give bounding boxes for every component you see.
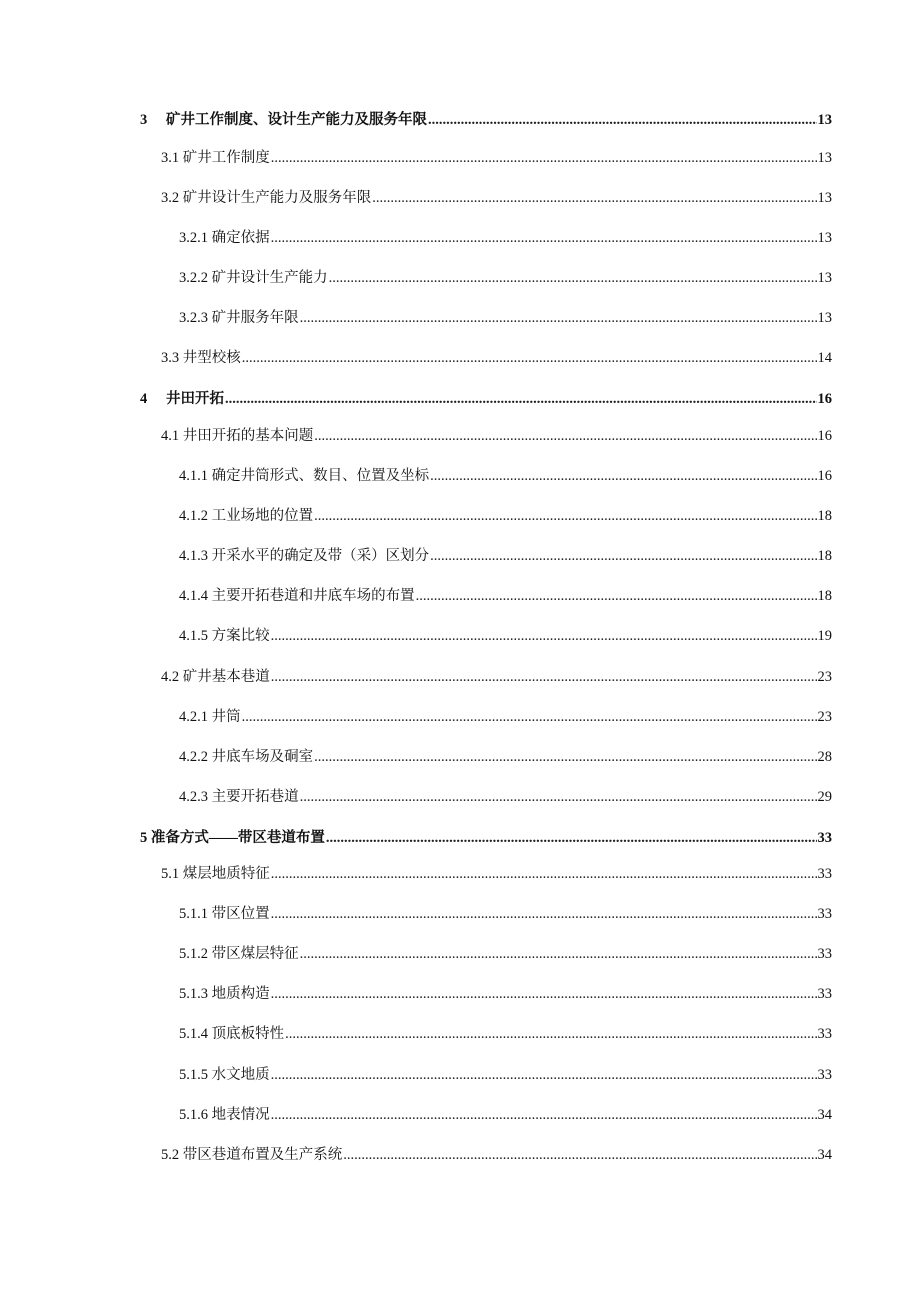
- toc-entry-label: [179, 747, 313, 767]
- toc-entry[interactable]: [179, 1024, 832, 1044]
- toc-dot-leader: [271, 228, 817, 248]
- toc-entry-label: [179, 904, 270, 924]
- toc-dot-leader: [300, 308, 817, 328]
- toc-entry-number: 3.2.2: [179, 270, 212, 286]
- toc-entry-number: 4.1: [161, 428, 183, 444]
- toc-entry-title: 带区煤层特征: [211, 946, 299, 962]
- toc-entry-number: 5.1.6: [179, 1107, 212, 1123]
- toc-entry-number: 3: [140, 112, 148, 128]
- toc-entry-label: [179, 984, 270, 1004]
- toc-entry-title: 主要开拓巷道和井底车场的布置: [211, 588, 415, 604]
- toc-entry-page: 28: [817, 749, 832, 765]
- toc-entry-label: [179, 586, 415, 606]
- toc-dot-leader: [314, 426, 816, 446]
- toc-entry-label: [179, 228, 270, 248]
- toc-entry-title: 工业场地的位置: [211, 508, 314, 524]
- toc-entry[interactable]: [161, 864, 832, 884]
- toc-entry[interactable]: [161, 1145, 832, 1165]
- toc-dot-leader: [271, 864, 817, 884]
- toc-dot-leader: [343, 1145, 816, 1165]
- toc-entry[interactable]: [179, 707, 832, 727]
- toc-entry-page: 14: [817, 350, 832, 366]
- toc-entry-title: 水文地质: [211, 1067, 270, 1083]
- toc-entry-page: 33: [817, 946, 832, 962]
- toc-entry-page: 13: [817, 230, 832, 246]
- toc-entry-page: 13: [817, 270, 832, 286]
- toc-entry[interactable]: [161, 667, 832, 687]
- toc-entry-page: 13: [817, 112, 832, 128]
- toc-entry-title: 地质构造: [211, 986, 270, 1002]
- toc-entry[interactable]: [161, 148, 832, 168]
- toc-entry-title: 地表情况: [211, 1107, 270, 1123]
- toc-entry-label: [140, 110, 427, 130]
- toc-dot-leader: [314, 506, 816, 526]
- toc-entry-number: 3.2.3: [179, 310, 212, 326]
- toc-entry-number: 5: [140, 830, 151, 846]
- toc-entry-page: 34: [817, 1147, 832, 1163]
- toc-entry[interactable]: [161, 426, 832, 446]
- toc-entry-label: [179, 707, 241, 727]
- toc-entry-title: 井田开拓: [166, 391, 224, 407]
- toc-entry-label: [179, 1065, 270, 1085]
- toc-entry-label: [140, 828, 325, 848]
- toc-entry[interactable]: [179, 747, 832, 767]
- toc-entry-page: 18: [817, 508, 832, 524]
- toc-dot-leader: [372, 188, 816, 208]
- toc-entry-title: 主要开拓巷道: [211, 789, 299, 805]
- toc-entry-page: 18: [817, 548, 832, 564]
- toc-entry-label: [179, 466, 429, 486]
- toc-dot-leader: [430, 546, 816, 566]
- toc-entry-page: 33: [817, 866, 832, 882]
- toc-entry-page: 33: [817, 830, 832, 846]
- toc-entry-title: 矿井工作制度、设计生产能力及服务年限: [166, 112, 427, 128]
- toc-entry[interactable]: [179, 944, 832, 964]
- toc-dot-leader: [242, 707, 817, 727]
- toc-entry-page: 34: [817, 1107, 832, 1123]
- toc-entry-number: 3.1: [161, 150, 183, 166]
- toc-entry-number: 4.1.3: [179, 548, 212, 564]
- toc-entry-title: 矿井工作制度: [182, 150, 270, 166]
- toc-dot-leader: [271, 148, 817, 168]
- toc-entry[interactable]: [179, 546, 832, 566]
- toc-entry-number: 4.1.5: [179, 628, 212, 644]
- toc-entry-page: 23: [817, 669, 832, 685]
- toc-dot-leader: [428, 110, 817, 130]
- toc-entry-page: 33: [817, 1067, 832, 1083]
- toc-entry-number: 4.1.1: [179, 468, 212, 484]
- toc-entry-label: [161, 864, 270, 884]
- toc-dot-leader: [271, 1065, 817, 1085]
- toc-entry-title: 井田开拓的基本问题: [182, 428, 314, 444]
- toc-entry[interactable]: [179, 1105, 832, 1125]
- toc-dot-leader: [329, 268, 817, 288]
- toc-entry[interactable]: [179, 466, 832, 486]
- toc-entry-title: 开采水平的确定及带（采）区划分: [211, 548, 430, 564]
- toc-entry-number: 4.2: [161, 669, 183, 685]
- toc-entry-number: 3.2.1: [179, 230, 212, 246]
- toc-entry[interactable]: [179, 787, 832, 807]
- toc-dot-leader: [271, 984, 817, 1004]
- toc-dot-leader: [285, 1024, 816, 1044]
- toc-entry-number: 3.3: [161, 350, 183, 366]
- toc-entry-page: 33: [817, 906, 832, 922]
- toc-entry-number: 3.2: [161, 190, 183, 206]
- toc-entry[interactable]: [140, 828, 832, 848]
- toc-entry-number: 5.1.2: [179, 946, 212, 962]
- toc-dot-leader: [242, 348, 817, 368]
- toc-entry-number: 5.1: [161, 866, 183, 882]
- toc-dot-leader: [271, 904, 817, 924]
- toc-entry-number: 4: [140, 391, 148, 407]
- toc-entry-title: 准备方式——带区巷道布置: [150, 830, 325, 846]
- toc-entry-label: [161, 1145, 342, 1165]
- toc-entry-title: 确定井筒形式、数目、位置及坐标: [211, 468, 430, 484]
- toc-entry-page: 16: [817, 391, 832, 407]
- toc-entry-label: [179, 506, 313, 526]
- toc-entry[interactable]: [179, 1065, 832, 1085]
- toc-entry-number: 5.1.1: [179, 906, 212, 922]
- toc-entry-page: 23: [817, 709, 832, 725]
- toc-entry-page: 16: [817, 468, 832, 484]
- toc-entry-number: 5.1.5: [179, 1067, 212, 1083]
- toc-entry[interactable]: [179, 626, 832, 646]
- toc-entry-title: 方案比较: [211, 628, 270, 644]
- toc-entry-title: 确定依据: [211, 230, 270, 246]
- toc-entry-label: [179, 1024, 284, 1044]
- toc-dot-leader: [271, 626, 817, 646]
- toc-dot-leader: [416, 586, 817, 606]
- toc-entry-page: 13: [817, 150, 832, 166]
- toc-entry[interactable]: [179, 984, 832, 1004]
- toc-entry-title: 矿井设计生产能力: [211, 270, 328, 286]
- toc-entry-page: 13: [817, 190, 832, 206]
- toc-dot-leader: [271, 1105, 817, 1125]
- toc-entry-number: 4.2.1: [179, 709, 212, 725]
- toc-entry-page: 19: [817, 628, 832, 644]
- toc-entry-label: [161, 188, 371, 208]
- toc-entry-title: 矿井设计生产能力及服务年限: [182, 190, 372, 206]
- toc-entry-label: [161, 667, 270, 687]
- toc-entry-number: 5.1.3: [179, 986, 212, 1002]
- toc-dot-leader: [225, 389, 817, 409]
- toc-entry-title: 煤层地质特征: [182, 866, 270, 882]
- toc-entry-number: 5.1.4: [179, 1026, 212, 1042]
- toc-dot-leader: [271, 667, 817, 687]
- toc-dot-leader: [300, 787, 817, 807]
- toc-entry-label: [179, 308, 299, 328]
- toc-dot-leader: [300, 944, 817, 964]
- toc-entry-label: [161, 148, 270, 168]
- toc-entry-label: [179, 546, 429, 566]
- toc-entry-label: [161, 426, 313, 446]
- toc-entry-page: 13: [817, 310, 832, 326]
- toc-entry-label: [179, 1105, 270, 1125]
- toc-entry-number: 4.1.4: [179, 588, 212, 604]
- toc-entry-title: 井型校核: [182, 350, 241, 366]
- toc-entry[interactable]: [179, 586, 832, 606]
- toc-entry-label: [179, 626, 270, 646]
- toc-entry[interactable]: [179, 904, 832, 924]
- toc-entry-title: 井底车场及硐室: [211, 749, 314, 765]
- toc-entry-number: 4.2.3: [179, 789, 212, 805]
- toc-entry-label: [161, 348, 241, 368]
- toc-entry[interactable]: [140, 110, 832, 130]
- toc-dot-leader: [430, 466, 816, 486]
- toc-entry-page: 33: [817, 1026, 832, 1042]
- toc-entry-number: 5.2: [161, 1147, 183, 1163]
- toc-dot-leader: [314, 747, 816, 767]
- toc-entry-label: [179, 944, 299, 964]
- toc-entry-label: [140, 389, 224, 409]
- toc-entry-page: 16: [817, 428, 832, 444]
- toc-entry-label: [179, 268, 328, 288]
- toc-entry-page: 33: [817, 986, 832, 1002]
- toc-entry-number: 4.1.2: [179, 508, 212, 524]
- toc-dot-leader: [326, 828, 817, 848]
- toc-entry[interactable]: [179, 308, 832, 328]
- toc-entry-title: 井筒: [211, 709, 241, 725]
- toc-entry[interactable]: [179, 506, 832, 526]
- toc-entry-title: 带区位置: [211, 906, 270, 922]
- toc-entry-page: 18: [817, 588, 832, 604]
- toc-entry[interactable]: [179, 268, 832, 288]
- toc-entry-page: 29: [817, 789, 832, 805]
- toc-entry-title: 带区巷道布置及生产系统: [182, 1147, 343, 1163]
- toc-entry[interactable]: [161, 188, 832, 208]
- toc-entry-title: 矿井基本巷道: [182, 669, 270, 685]
- toc-entry-title: 顶底板特性: [211, 1026, 285, 1042]
- toc-entry-label: [179, 787, 299, 807]
- toc-entry-title: 矿井服务年限: [211, 310, 299, 326]
- toc-entry-number: 4.2.2: [179, 749, 212, 765]
- toc-entry[interactable]: [161, 348, 832, 368]
- toc-entry[interactable]: [140, 389, 832, 409]
- toc-entry[interactable]: [179, 228, 832, 248]
